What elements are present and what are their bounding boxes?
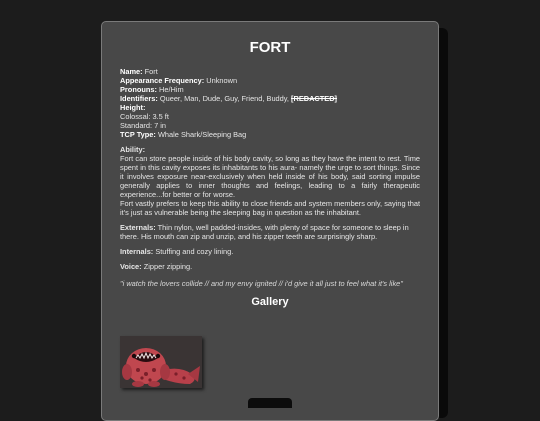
ability-paragraph-2: Fort vastly prefers to keep this ability to close friends and system members only, saying that it's just as vulnerable being the sleeping bag in question as the inhabitant. — [120, 199, 420, 217]
height-label-row: Height: — [120, 103, 146, 112]
gallery-thumbnail[interactable] — [120, 336, 202, 388]
tcp-row: TCP Type: Whale Shark/Sleeping Bag — [120, 130, 247, 139]
page-title: FORT — [249, 39, 291, 56]
externals-section: Externals: Thin nylon, well padded-insides, with plenty of space for someone to sleep in there. His mouth can zip and unzip, and his zipper teeth are surprisingly sharp. — [120, 223, 409, 241]
gallery-title: Gallery — [251, 296, 289, 309]
identifiers-row: Identifiers: Queer, Man, Dude, Guy, Friend, Buddy, [REDACTED] — [120, 94, 338, 103]
redacted-text: [REDACTED] — [291, 94, 338, 103]
profile-card — [101, 21, 439, 421]
ability-section — [120, 145, 420, 217]
height-colossal: Colossal: 3.5 ft — [120, 112, 169, 121]
pronouns-row: Pronouns: He/Him — [120, 85, 184, 94]
height-standard: Standard: 7 in — [120, 121, 167, 130]
ability-label: Ability: — [120, 145, 146, 154]
song-quote: "i watch the lovers collide // and my envy ignited // i'd give it all just to feel what it's like" — [120, 279, 403, 288]
scroll-top-tab[interactable] — [248, 398, 292, 408]
ability-paragraph-1: Fort can store people inside of his body cavity, so long as they have the intent to rest. Time spent in this cavity exposes its inhabitants to his aura- namely the urge to sort things. Since it involves exposure near-exclusively when held inside of his body, said sorting impulse generally applies to inner thoughts and feelings, leading to a fairly therapeutic experience...for better or for worse. — [120, 154, 420, 199]
voice-section: Voice: Zipper zipping. — [120, 262, 193, 271]
creature-image — [120, 336, 202, 388]
internals-section: Internals: Stuffing and cozy lining. — [120, 247, 234, 256]
frequency-row: Appearance Frequency: Unknown — [120, 76, 238, 85]
info-block — [120, 67, 420, 139]
name-row: Name: Fort — [120, 67, 158, 76]
